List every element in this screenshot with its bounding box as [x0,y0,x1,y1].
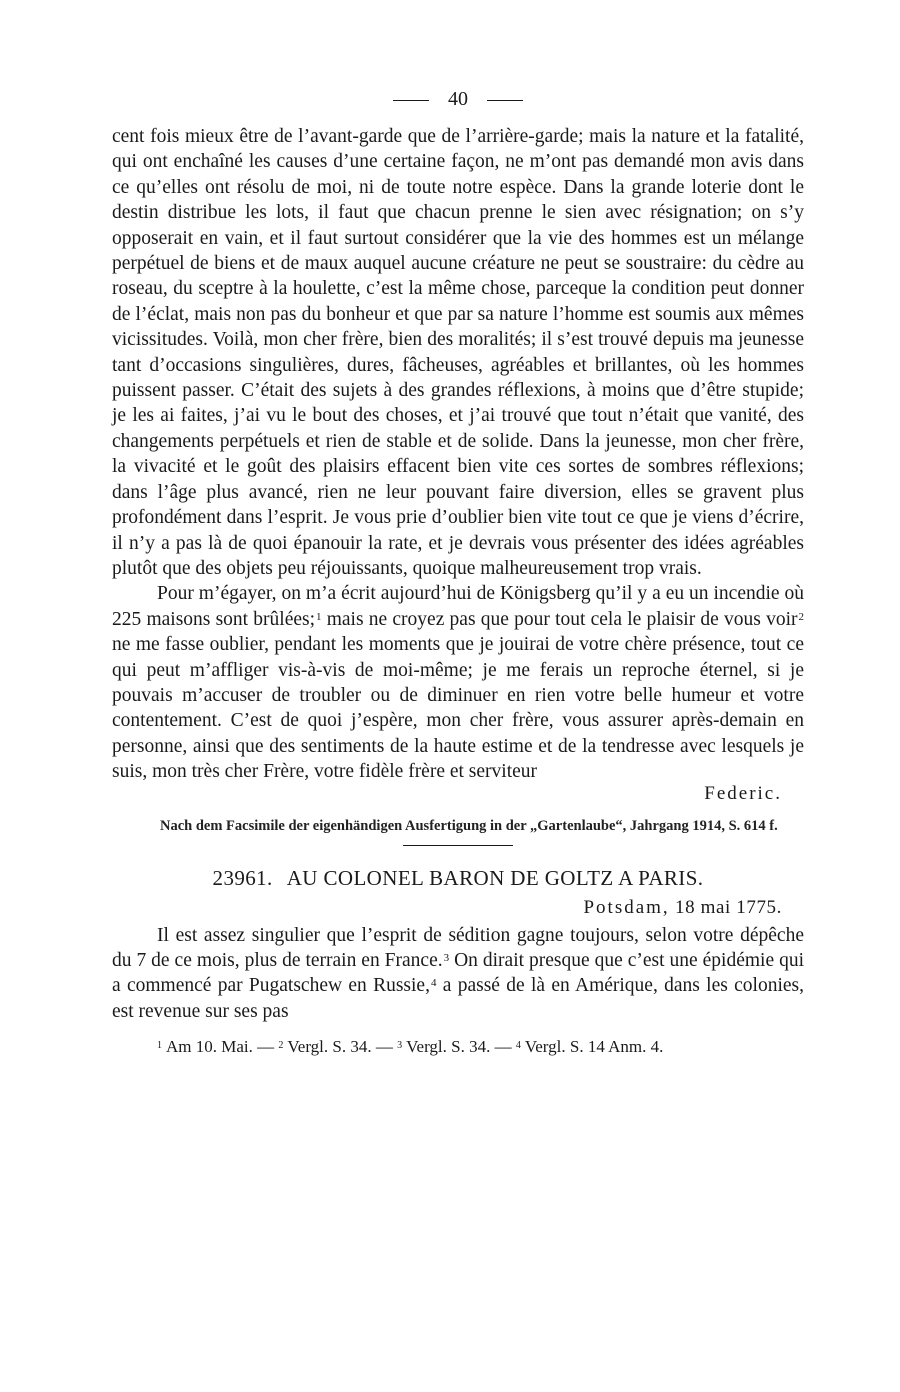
paragraph-continued: cent fois mieux être de l’avant-garde que de l’arrière-garde; mais la nature et la fatalité, qui ont enchaîné les causes d’une certaine façon, ne m’ont pas demandé mon avis dans ce qu’elles ont résolu de moi, ni de toute notre espèce. Dans la grande loterie dont le destin distribue les lots, il faut que chacun prenne le sien avec résignation; on s’y opposerait en vain, et il faut surtout considérer que la vie des hommes est un mélange perpétuel de biens et de maux auquel aucune créature ne peut se soustraire: du cèdre au roseau, du sceptre à la houlette, c’est la même chose, parceque la condition peut donner de l’éclat, mais non pas du bonheur et que par sa nature l’homme est soumis aux mêmes vicissitudes. Voilà, mon cher frère, bien des moralités; il s’est trouvé depuis ma jeunesse tant d’occasions singulières, dures, fâcheuses, agréables et brillantes, où les hommes puissent passer. C’était des sujets à des grandes réflexions, à moins que d’être stupide; je les ai faites, j’ai vu le bout des choses, et j’ai trouvé que tout n’était que vanité, des changements perpétuels et rien de stable et de solide. Dans la jeunesse, mon cher frère, la vivacité et le goût des plaisirs effacent bien vite ces sortes de sombres réflexions; dans l’âge plus avancé, rien ne leur pouvant faire diversion, elles se gravent plus profondément dans l’esprit. Je vous prie d’oublier bien vite tout ce que je viens d’écrire, il n’y a pas là de quoi épanouir la rate, et je devrais vous présenter des idées agréables plutôt que des objets peu réjouissants, quoique malheureusement trop vrais. [112,126,804,579]
footnote-marker: 2 [798,610,804,623]
page-number: 40 [448,88,468,110]
source-note: Nach dem Facsimile der eigenhändigen Ausfertigung in der „Gartenlaube“, Jahrgang 1914, S. 614 f. [160,817,778,834]
dateline [112,897,782,919]
footnote-text: Vergl. S. 14 Anm. 4. [524,1037,664,1057]
book-page [112,84,804,1057]
dateline-place: Potsdam, [583,896,670,918]
section-divider [403,845,513,846]
footnote-marker: 1 [316,610,322,623]
dateline-date: 18 mai 1775. [675,896,782,918]
page-header [112,84,804,114]
footnote-text: Am 10. Mai. — [166,1037,275,1057]
paragraph-text: Pour m’égayer, on m’a écrit aujourd’hui de Königsberg qu’il y a eu un incendie où 225 maisons sont brûlées; [112,583,804,630]
letter-number: 23961. [212,865,273,890]
footnote-mark: 1 [157,1040,162,1052]
footnotes [112,1036,804,1057]
footnote-line [112,1036,804,1057]
footnote-marker: 3 [443,951,450,964]
footnote-marker: 4 [430,977,437,990]
paragraph-text: On dirait presque que c’est une épidémie qui a commencé par Pugatschew en Russie, [112,949,804,997]
paragraph-text: mais ne croyez pas que pour tout cela le plaisir de vous voir [321,608,798,630]
letter-continuation [112,124,804,785]
paragraph-text: a passé de là en Amérique, dans les colonies, est revenue sur ses pas [112,975,805,1022]
folio-dash-left [393,100,429,101]
paragraph-text: Il est assez singulier que l’esprit de sédition gagne toujours, selon votre dépêche du 7 de ce mois, plus de terrain en France. [112,924,804,971]
folio-dash-right [487,100,523,101]
paragraph-text: ne me fasse oublier, pendant les moments que je jouirai de votre chère présence, tout ce qui peut m’affliger vis-à-vis de moi-même; je me ferais un reproche éternel, si je pouvais m’accuser de troubler ou de diminuer en rien votre belle humeur et votre contentement. C’est de quoi j’espère, mon cher frère, vous assurer après-demain en personne, ainsi que des sentiments de la haute estime et de la tendresse avec lesquels je suis, mon très cher Frère, votre fidèle frère et serviteur [112,634,804,783]
footnote-text: Vergl. S. 34. — [287,1037,393,1057]
footnote-mark: 2 [278,1040,284,1052]
letter-title: AU COLONEL BARON DE GOLTZ A PARIS. [286,865,704,890]
signature: Federic. [704,782,782,804]
paragraph-letter-opening [112,923,804,1025]
footnote-mark: 3 [397,1040,403,1052]
letter-body [112,923,804,1025]
footnote-text: Vergl. S. 34. — [406,1037,512,1057]
letter-heading [112,866,804,891]
paragraph-second [112,581,804,784]
footnote-mark: 4 [515,1040,521,1052]
